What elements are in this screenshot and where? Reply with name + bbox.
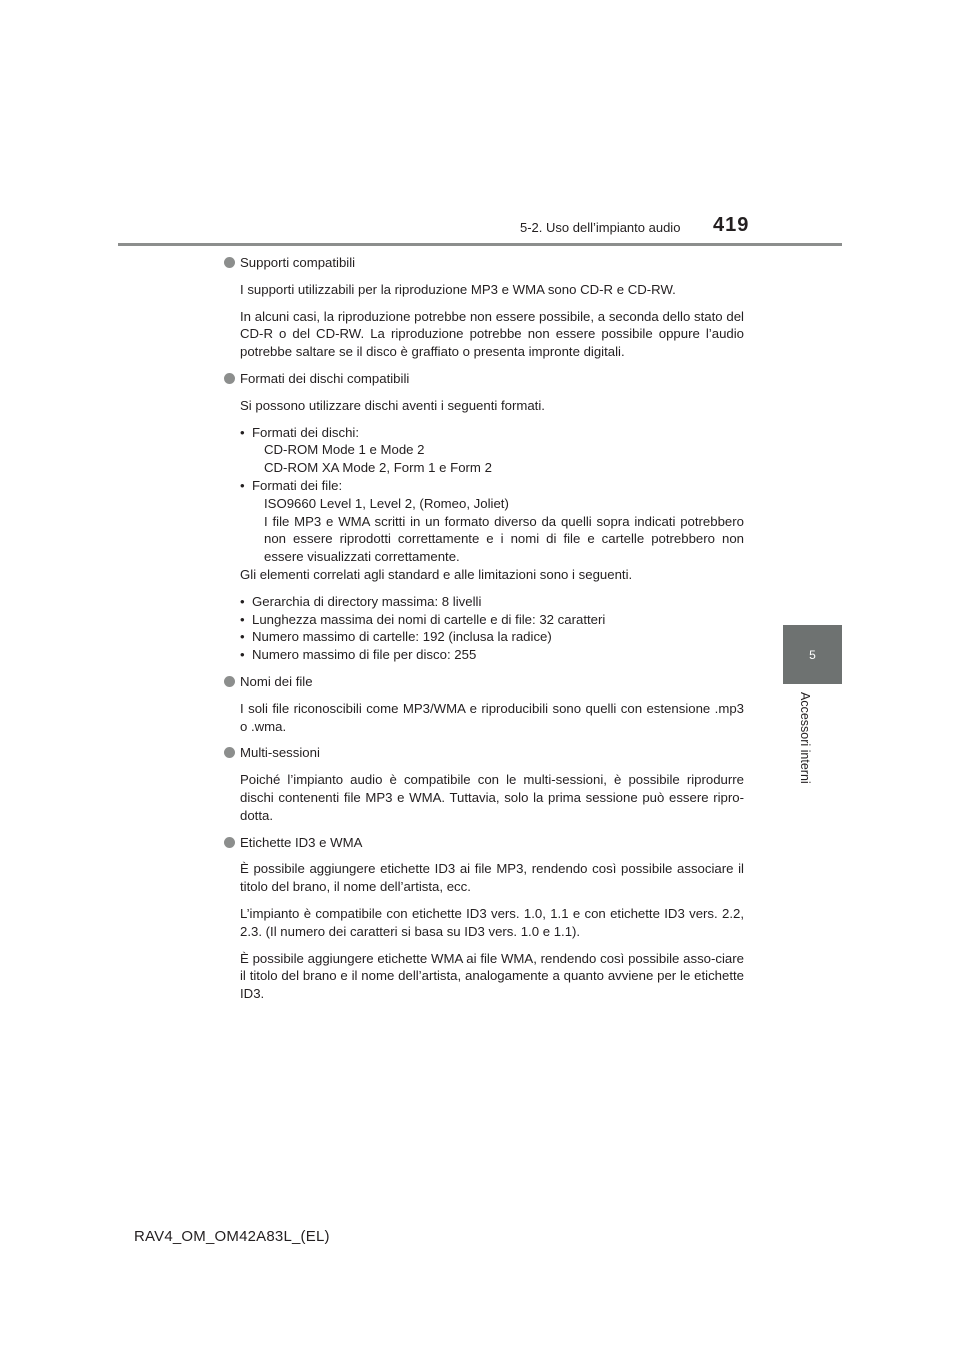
list-item-detail: CD-ROM Mode 1 e Mode 2: [264, 442, 425, 458]
list-item: [240, 424, 744, 477]
list-item: [240, 646, 744, 664]
heading-text: Multi-sessioni: [240, 745, 320, 761]
list-item-text: Numero massimo di cartelle: 192 (inclusa la radice): [252, 629, 552, 645]
bullet-icon: [224, 837, 235, 848]
list-item: [240, 477, 744, 566]
paragraph: In alcuni casi, la riproduzione potrebbe non essere possibile, a seconda dello stato del CD-R o del CD-RW. La riproduzione potrebbe non essere possibile oppure l’audio potrebbe saltare se il disco è graffiato o presenta impronte digitali.: [240, 308, 744, 360]
paragraph: I supporti utilizzabili per la riproduzione MP3 e WMA sono CD-R e CD-RW.: [240, 281, 676, 297]
heading-text: Etichette ID3 e WMA: [240, 834, 363, 850]
bullet-icon: •: [240, 477, 245, 493]
paragraph: È possibile aggiungere etichette WMA ai file WMA, rendendo così possibile asso-ciare il titolo del brano e il nome dell’artista, analogamente a quanto avviene per le etichette ID3.: [240, 950, 744, 1002]
paragraph: È possibile aggiungere etichette ID3 ai file MP3, rendendo così possibile associare il titolo del brano, il nome dell’artista, ecc.: [240, 861, 744, 895]
chapter-number: 5: [809, 647, 816, 662]
chapter-tab: [783, 625, 842, 684]
limits-list: [240, 593, 744, 664]
page-number: 419: [713, 214, 750, 236]
section-heading: [222, 673, 744, 691]
section-heading: [222, 834, 744, 852]
list-item-detail: ISO9660 Level 1, Level 2, (Romeo, Joliet): [264, 495, 509, 511]
heading-text: Nomi dei file: [240, 673, 313, 689]
bullet-icon: •: [240, 593, 245, 609]
bullet-icon: [224, 257, 235, 268]
section-heading: [222, 370, 744, 388]
section-title: 5-2. Uso dell’impianto audio: [520, 220, 681, 235]
paragraph: I soli file riconoscibili come MP3/WMA e riproducibili sono quelli con estensione .mp3 o .wma.: [240, 700, 744, 734]
section-heading: [222, 744, 744, 762]
list-item-title: Formati dei file:: [252, 477, 343, 493]
list-item: [240, 611, 744, 629]
bullet-icon: •: [240, 629, 245, 645]
list-item-detail: CD-ROM XA Mode 2, Form 1 e Form 2: [264, 460, 492, 476]
list-item-text: Numero massimo di file per disco: 255: [252, 647, 477, 663]
heading-text: Supporti compatibili: [240, 255, 356, 270]
bullet-icon: [224, 747, 235, 758]
paragraph: Poiché l’impianto audio è compatibile con le multi-sessioni, è possibile riprodurre dischi contenenti file MP3 e WMA. Tuttavia, solo la prima sessione può essere ripro-dotta.: [240, 772, 744, 823]
section-heading: [222, 254, 744, 272]
bullet-icon: [224, 373, 235, 384]
list-item: [240, 628, 744, 646]
list-item-title: Formati dei dischi:: [252, 424, 360, 440]
bullet-icon: •: [240, 611, 245, 627]
bullet-icon: •: [240, 647, 245, 663]
page-content: [222, 254, 744, 1012]
list-item: [240, 593, 744, 611]
list-item-text: Gerarchia di directory massima: 8 livelli: [252, 593, 482, 609]
paragraph: L’impianto è compatibile con etichette ID3 vers. 1.0, 1.1 e con etichette ID3 vers. 2.2, 2.3. (Il numero dei caratteri si basa su ID3 vers. 1.0 e 1.1).: [240, 905, 744, 939]
header-divider: [118, 243, 842, 246]
bullet-icon: [224, 676, 235, 687]
paragraph: Si possono utilizzare dischi aventi i seguenti formati.: [240, 397, 545, 413]
format-list: [240, 424, 744, 566]
list-item-text: Lunghezza massima dei nomi di cartelle e di file: 32 caratteri: [252, 611, 606, 627]
list-item-detail: I file MP3 e WMA scritti in un formato diverso da quelli sopra indicati potrebbero non essere riprodotti correttamente e i nomi di file e cartelle potrebbero non essere visualizzati correttamente.: [264, 513, 744, 565]
document-code: RAV4_OM_OM42A83L_(EL): [134, 1228, 330, 1245]
chapter-label: Accessori interni: [798, 692, 812, 784]
bullet-icon: •: [240, 424, 245, 440]
paragraph: Gli elementi correlati agli standard e alle limitazioni sono i seguenti.: [240, 566, 633, 582]
heading-text: Formati dei dischi compatibili: [240, 370, 410, 386]
